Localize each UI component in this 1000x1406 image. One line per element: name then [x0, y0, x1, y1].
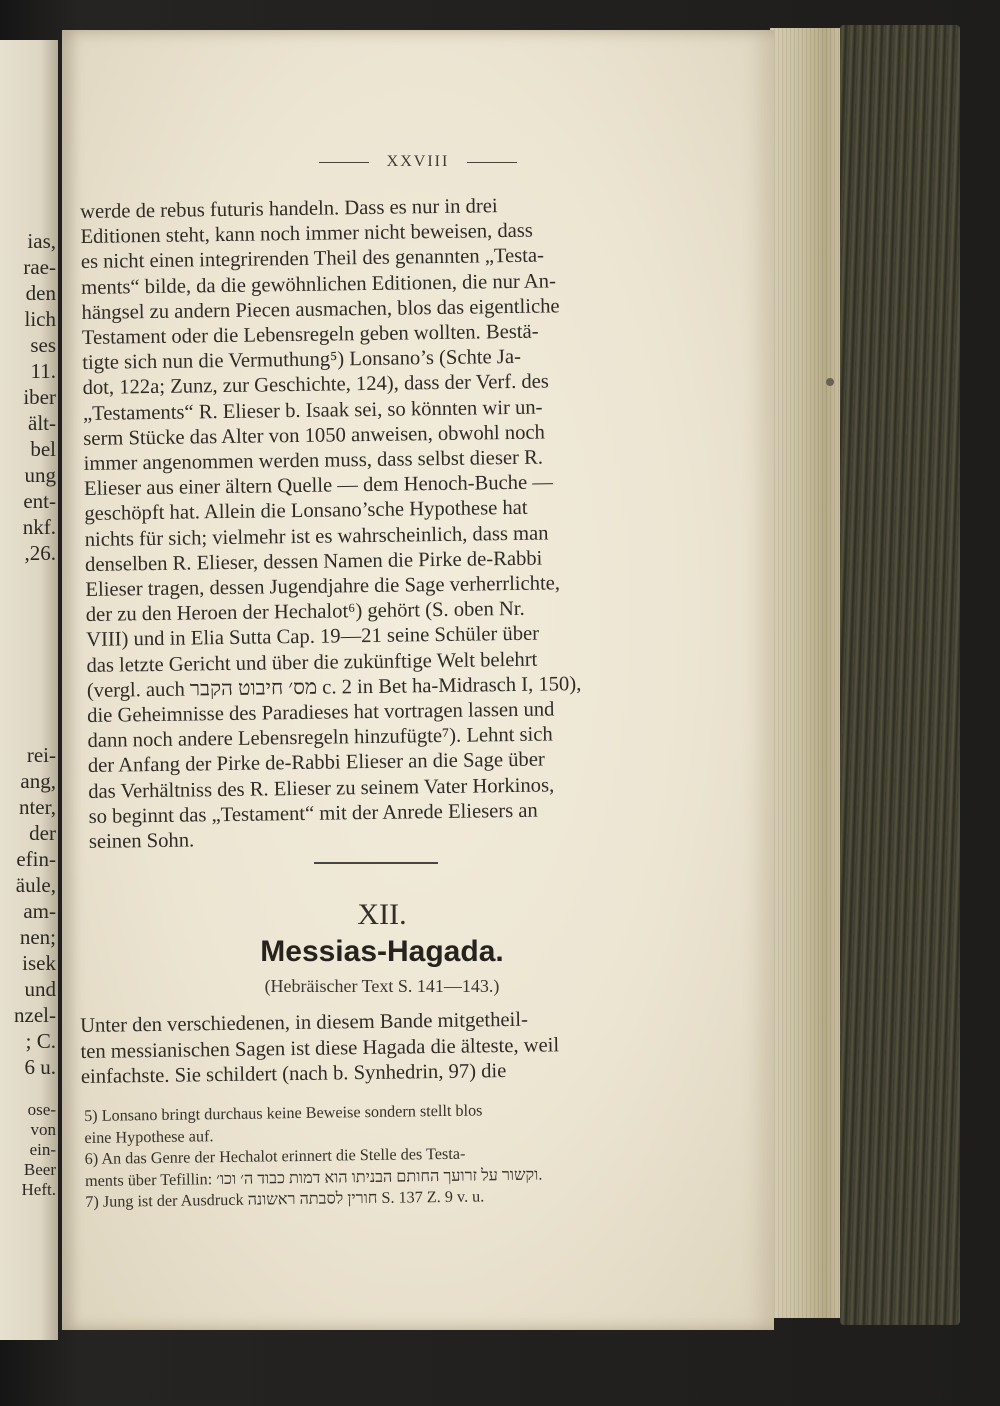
facing-page-line: rae-	[23, 255, 56, 279]
section-title: Messias-Hagada.	[260, 935, 504, 968]
facing-page-line: der	[29, 821, 56, 845]
facing-page-fragment	[0, 40, 58, 1340]
facing-page-line: ält-	[28, 411, 56, 435]
facing-page-text-middle	[0, 742, 56, 1080]
footnote-line: 5) Lonsano bringt durchaus keine Beweise sondern stellt blos	[84, 1101, 483, 1125]
body-line: geschöpft hat. Allein die Lonsano’sche Hypothese hat	[84, 497, 528, 526]
footnote-line: ments über Tefillin: וקשור על זרועך החותם הבניתו הוא דמות כבוד ה׳ וכו׳.	[84, 1165, 543, 1190]
section-number: XII.	[357, 898, 407, 931]
body-line: „Testaments“ R. Elieser b. Isaak sei, so könnten wir un-	[82, 396, 543, 425]
section-divider	[314, 862, 438, 864]
section-line: Unter den verschiedenen, in diesem Bande mitgetheil-	[80, 1008, 529, 1037]
body-line: serm Stücke das Alter von 1050 anweisen, obwohl noch	[83, 421, 546, 450]
body-line: VIII) und in Elia Sutta Cap. 19—21 seine Schüler über	[85, 623, 540, 652]
body-line: (vergl. auch מס׳ חיבוט הקבר c. 2 in Bet ha-Midrasch I, 150),	[86, 672, 582, 702]
facing-page-line: ose-	[27, 1100, 56, 1119]
body-line: nichts für sich; vielmehr ist es wahrscheinlich, dass man	[84, 522, 549, 551]
body-paragraph	[80, 192, 677, 855]
body-line: werde de rebus futuris handeln. Dass es nur in drei	[80, 195, 498, 223]
facing-page-line: ung	[24, 463, 56, 487]
page-number: XXVIII	[386, 153, 450, 170]
body-line: immer angenommen werden muss, dass selbst dieser R.	[83, 446, 544, 476]
body-line: ments“ bilde, da die gewöhnlichen Editionen, die nur An-	[81, 269, 557, 299]
facing-page-line: iber	[23, 385, 56, 409]
facing-page-line: lich	[24, 307, 56, 331]
facing-page-text-top	[0, 228, 56, 566]
body-line: seinen Sohn.	[88, 829, 195, 854]
book-cover	[840, 25, 960, 1325]
facing-page-line: äule,	[15, 873, 56, 897]
header-rule-right	[467, 162, 517, 163]
facing-page-line: ang,	[20, 769, 56, 793]
facing-page-line: Heft.	[21, 1180, 56, 1199]
body-line: Editionen steht, kann noch immer nicht beweisen, dass	[80, 219, 534, 249]
cover-spot	[826, 378, 834, 386]
facing-page-line: ses	[30, 333, 56, 357]
body-line: tigte sich nun die Vermuthung⁵) Lonsano’s (Schte Ja-	[82, 346, 522, 375]
body-line: das letzte Gericht und über die zukünftige Welt belehrt	[86, 648, 538, 677]
body-line: dann noch andere Lebensregeln hinzufügte⁷). Lehnt sich	[87, 723, 553, 753]
facing-page-text-bottom	[0, 1100, 56, 1200]
facing-page-line: 11.	[30, 359, 56, 383]
facing-page-line: den	[25, 281, 56, 305]
section-subtitle: (Hebräischer Text S. 141—143.)	[264, 976, 500, 996]
body-line: hängsel zu andern Piecen ausmachen, blos das eigentliche	[81, 295, 560, 324]
footnote-line: eine Hypothese auf.	[84, 1126, 214, 1147]
body-line: der Anfang der Pirke de-Rabbi Elieser an die Sage über	[87, 749, 545, 778]
section-paragraph	[80, 1006, 669, 1091]
facing-page-line: von	[30, 1120, 56, 1139]
facing-page-line: am-	[23, 899, 56, 923]
body-line: der zu den Heroen der Hechalot⁶) gehört (S. oben Nr.	[85, 598, 525, 627]
book-page	[62, 30, 774, 1330]
facing-page-line: ; C.	[25, 1029, 56, 1053]
facing-page-line: 6 u.	[24, 1055, 56, 1079]
section-line: ten messianischen Sagen ist diese Hagada die älteste, weil	[80, 1033, 560, 1063]
page-header	[62, 153, 774, 171]
facing-page-line: rei-	[26, 743, 56, 767]
body-line: Testament oder die Lebensregeln geben wollten. Bestä-	[81, 320, 539, 350]
footnotes	[84, 1098, 669, 1214]
body-line: es nicht einen integrirenden Theil des genannten „Testa-	[80, 244, 545, 274]
footnote-line: 6) An das Genre der Hechalot erinnert die Stelle des Testa-	[84, 1144, 466, 1168]
facing-page-line: ias,	[27, 229, 56, 253]
body-line: Elieser aus einer ältern Quelle — dem Henoch-Buche —	[83, 471, 554, 501]
footnote-line: 7) Jung ist der Ausdruck חורין לסבתה ראשונה S. 137 Z. 9 v. u.	[85, 1187, 485, 1211]
facing-page-line: ein-	[29, 1140, 56, 1159]
facing-page-line: nzel-	[14, 1003, 56, 1027]
header-rule-left	[319, 162, 369, 163]
facing-page-line: ,26.	[24, 541, 56, 565]
facing-page-line: nkf.	[22, 515, 56, 539]
body-line: die Geheimnisse des Paradieses hat vortragen lassen und	[87, 698, 555, 728]
facing-page-line: bel	[30, 437, 56, 461]
facing-page-line: Beer	[23, 1160, 56, 1179]
facing-page-line: nter,	[18, 795, 56, 819]
body-line: so beginnt das „Testament“ mit der Anrede Eliesers an	[88, 799, 538, 828]
facing-page-line: ent-	[23, 489, 56, 513]
body-line: Elieser tragen, dessen Jugendjahre die Sage verherrlichte,	[85, 572, 561, 602]
body-line: das Verhältniss des R. Elieser zu seinem Vater Horkinos,	[88, 774, 555, 803]
page-edges	[770, 28, 850, 1318]
facing-page-line: isek	[22, 951, 56, 975]
facing-page-line: efin-	[16, 847, 56, 871]
facing-page-line: nen;	[19, 925, 56, 949]
body-line: denselben R. Elieser, dessen Namen die Pirke de-Rabbi	[84, 547, 543, 576]
body-line: dot, 122a; Zunz, zur Geschichte, 124), dass der Verf. des	[82, 370, 550, 400]
section-line: einfachste. Sie schildert (nach b. Synhedrin, 97) die	[80, 1060, 507, 1088]
facing-page-line: und	[24, 977, 56, 1001]
